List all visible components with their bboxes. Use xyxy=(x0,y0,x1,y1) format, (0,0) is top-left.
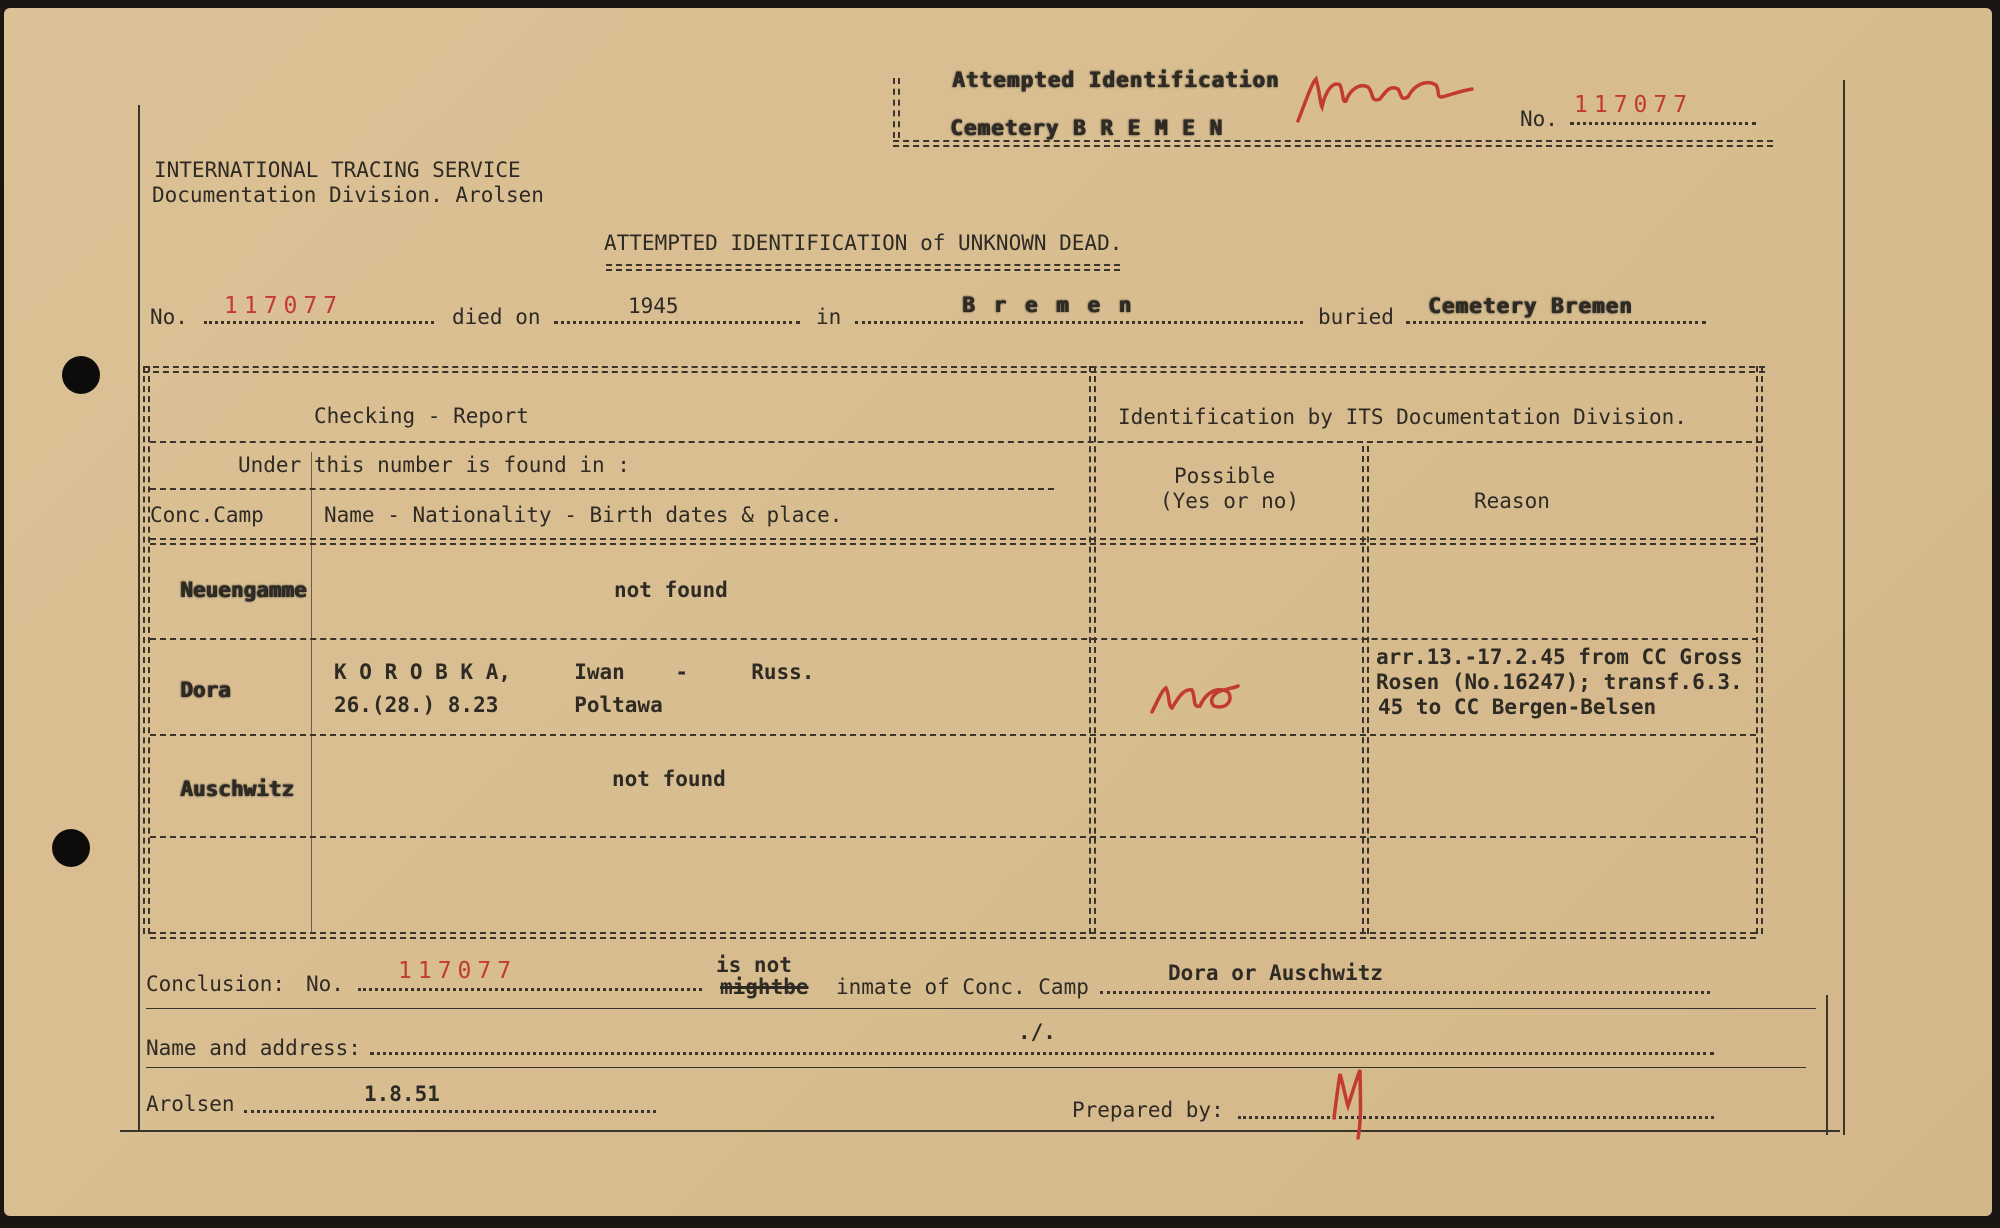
in-label: in xyxy=(816,305,842,329)
header-divider-line xyxy=(150,441,1762,443)
details-no-value: 117077 xyxy=(224,293,344,319)
checking-report-header: Checking - Report xyxy=(314,404,529,428)
died-on-label: died on xyxy=(452,305,541,329)
name-address-dotted-line xyxy=(370,1052,1714,1055)
buried-value: Cemetery Bremen xyxy=(1428,294,1633,318)
frame-bottom-line xyxy=(120,1130,1840,1132)
table-divider-possible xyxy=(1362,446,1369,934)
stamp-line-2: Cemetery B R E M E N xyxy=(950,116,1223,140)
table-row-3-bottom-rule xyxy=(150,836,1756,838)
frame-right-line-lower xyxy=(1826,995,1828,1135)
details-no-dotted-line xyxy=(204,321,434,324)
header-no-label: No. xyxy=(1520,107,1558,131)
name-address-rule xyxy=(146,1067,1806,1068)
details-no-label: No. xyxy=(150,305,188,329)
buried-label: buried xyxy=(1318,305,1394,329)
table-row-2-reason-line-2: Rosen (No.16247); transf.6.3. xyxy=(1376,670,1743,694)
table-row-3-camp: Auschwitz xyxy=(180,777,294,801)
table-divider-report xyxy=(1089,366,1096,934)
name-address-label: Name and address: xyxy=(146,1036,361,1060)
conclusion-camp-dotted-line xyxy=(1100,991,1710,994)
found-in-label: Under this number is found in : xyxy=(238,453,630,477)
table-bottom-border xyxy=(150,932,1756,939)
table-row-1-camp: Neuengamme xyxy=(180,578,307,602)
prepared-by-label: Prepared by: xyxy=(1072,1098,1224,1122)
table-row-2-bottom-rule xyxy=(150,734,1756,736)
stamp-box-bottom-rule xyxy=(893,140,1773,147)
column-header-bottom-rule xyxy=(150,538,1756,545)
table-top-border xyxy=(143,366,1765,373)
header-no-value: 117077 xyxy=(1574,92,1694,118)
issuer-line-1: INTERNATIONAL TRACING SERVICE xyxy=(154,158,521,182)
column-name-details: Name - Nationality - Birth dates & place. xyxy=(324,503,843,527)
place-of-death-value: B r e m e n xyxy=(962,293,1135,317)
table-row-2-camp: Dora xyxy=(180,678,231,702)
column-possible-line-1: Possible xyxy=(1174,464,1276,488)
issuer-line-2: Documentation Division. Arolsen xyxy=(152,183,544,207)
conclusion-status-struck: mightbe xyxy=(720,975,809,999)
conclusion-label: Conclusion: xyxy=(146,972,286,996)
table-row-2-reason-line-3: 45 to CC Bergen-Belsen xyxy=(1378,695,1657,719)
died-on-value: 1945 xyxy=(628,294,679,318)
column-possible-line-2: (Yes or no) xyxy=(1160,489,1300,513)
title-underline xyxy=(606,264,1120,271)
date-value: 1.8.51 xyxy=(364,1082,440,1106)
conclusion-no-dotted-line xyxy=(358,988,702,991)
table-row-1-name: not found xyxy=(614,578,728,602)
handwritten-none-note xyxy=(1290,55,1480,134)
header-no-dotted-line xyxy=(1570,122,1756,125)
conclusion-rule xyxy=(146,1008,1816,1009)
preparer-initials-signature xyxy=(1322,1062,1372,1146)
date-dotted-line xyxy=(244,1110,656,1113)
name-address-value: ./. xyxy=(1018,1020,1056,1044)
table-row-3-name: not found xyxy=(612,767,726,791)
prepared-by-dotted-line xyxy=(1238,1116,1714,1119)
frame-left-line xyxy=(138,105,140,1132)
document-title: ATTEMPTED IDENTIFICATION of UNKNOWN DEAD. xyxy=(604,231,1123,255)
place-label: Arolsen xyxy=(146,1092,235,1116)
conclusion-no-label: No. xyxy=(306,972,344,996)
conclusion-no-value: 117077 xyxy=(398,958,518,984)
table-row-2-name-line-1: K O R O B K A, Iwan - Russ. xyxy=(334,660,815,684)
table-divider-camp xyxy=(311,452,312,934)
punch-hole-bottom xyxy=(52,829,90,867)
stamp-box-left-edge xyxy=(893,78,900,138)
table-row-1-bottom-rule xyxy=(150,638,1758,640)
identification-header: Identification by ITS Documentation Division. xyxy=(1118,405,1687,429)
frame-right-line xyxy=(1843,80,1845,1135)
column-reason: Reason xyxy=(1474,489,1550,513)
table-right-border xyxy=(1756,366,1763,934)
conclusion-status-typed: is not xyxy=(716,953,792,977)
table-row-2-possible-handwritten xyxy=(1148,670,1240,726)
conclusion-inmate-label: inmate of Conc. Camp xyxy=(836,975,1089,999)
table-left-border xyxy=(143,366,150,934)
conclusion-camp-value: Dora or Auschwitz xyxy=(1168,961,1383,985)
punch-hole-top xyxy=(62,356,100,394)
table-row-2-name-line-2: 26.(28.) 8.23 Poltawa xyxy=(334,693,663,717)
stamp-line-1: Attempted Identification xyxy=(952,68,1280,92)
column-conc-camp: Conc.Camp xyxy=(150,503,264,527)
table-row-2-reason-line-1: arr.13.-17.2.45 from CC Gross xyxy=(1376,645,1743,669)
found-in-underline xyxy=(150,488,1054,490)
buried-dotted-line xyxy=(1406,321,1706,324)
place-dotted-line xyxy=(855,321,1303,324)
died-on-dotted-line xyxy=(554,321,800,324)
